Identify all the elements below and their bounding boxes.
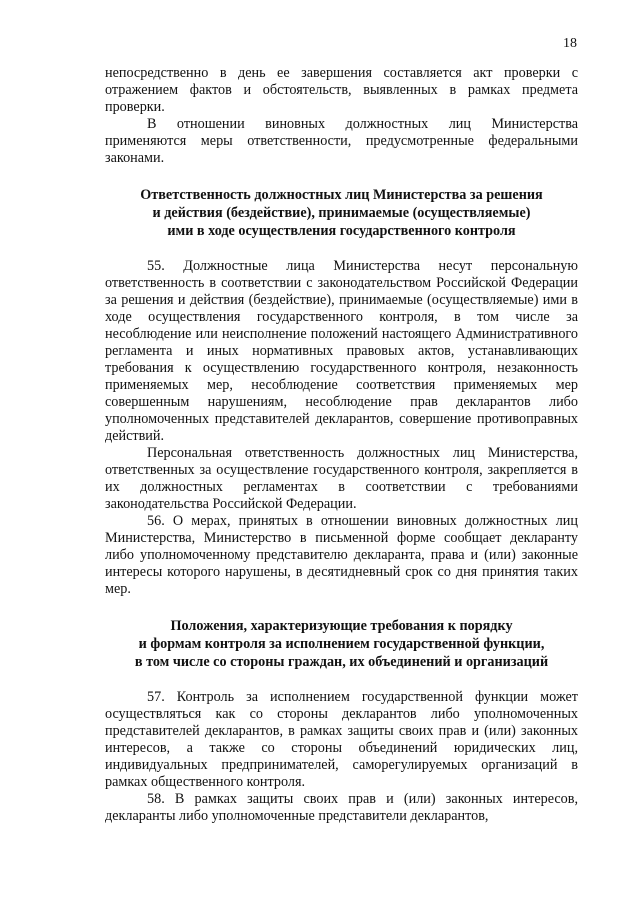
heading-line: в том числе со стороны граждан, их объединений и организаций (134, 654, 549, 670)
heading-line: Положения, характеризующие требования к порядку (170, 618, 513, 634)
heading-line: ими в ходе осуществления государственного контроля (167, 223, 516, 239)
heading-line: Ответственность должностных лиц Министерства за решения (140, 187, 543, 203)
document-body (105, 65, 578, 825)
section-heading-control-forms (105, 617, 578, 671)
heading-line: и действия (бездействие), принимаемые (осуществляемые) (152, 205, 531, 221)
page-number: 18 (563, 36, 577, 51)
paragraph-liability-measures: В отношении виновных должностных лиц Министерства применяются меры ответственности, предусмотренные федеральными законами. (105, 116, 578, 166)
paragraph-continuation: непосредственно в день ее завершения составляется акт проверки с отражением фактов и обстоятельств, выявленных в рамках предмета проверки. (105, 65, 578, 115)
heading-line: и формам контроля за исполнением государственной функции, (138, 636, 545, 652)
section-heading-responsibility (105, 186, 578, 240)
paragraph-57: 57. Контроль за исполнением государственной функции может осуществляться как со стороны декларантов либо уполномоченных представителей декларантов, в рамках защиты своих прав и (или) законных интересов, а также со стороны объединений юридических лиц, индивидуальных предпринимателей, саморегулируемых организаций в рамках общественного контроля. (105, 689, 578, 790)
paragraph-55-personal: Персональная ответственность должностных лиц Министерства, ответственных за осуществление государственного контроля, закрепляется в их должностных регламентах в соответствии с требованиями законодательства Российской Федерации. (105, 445, 578, 512)
paragraph-56: 56. О мерах, принятых в отношении виновных должностных лиц Министерства, Министерство в письменной форме сообщает декларанту либо уполномоченному представителю декларанта, права и (или) законные интересы которого нарушены, в десятидневный срок со дня принятия таких мер. (105, 513, 578, 597)
paragraph-58: 58. В рамках защиты своих прав и (или) законных интересов, декларанты либо уполномоченные представители декларантов, (105, 791, 578, 824)
paragraph-55: 55. Должностные лица Министерства несут персональную ответственность в соответствии с законодательством Российской Федерации за решения и действия (бездействие), принимаемые (осуществляемые) ими в ходе осуществления государственного контроля, в том числе за несоблюдение или неисполнение положений настоящего Административного регламента и иных нормативных правовых актов, устанавливающих требования к осуществлению государственного контроля, незаконность применяемых мер, несоблюдение соответствия применяемых мер совершенным нарушениям, несоблюдение прав декларантов либо уполномоченных представителей декларантов, совершение противоправных действий. (105, 258, 578, 444)
